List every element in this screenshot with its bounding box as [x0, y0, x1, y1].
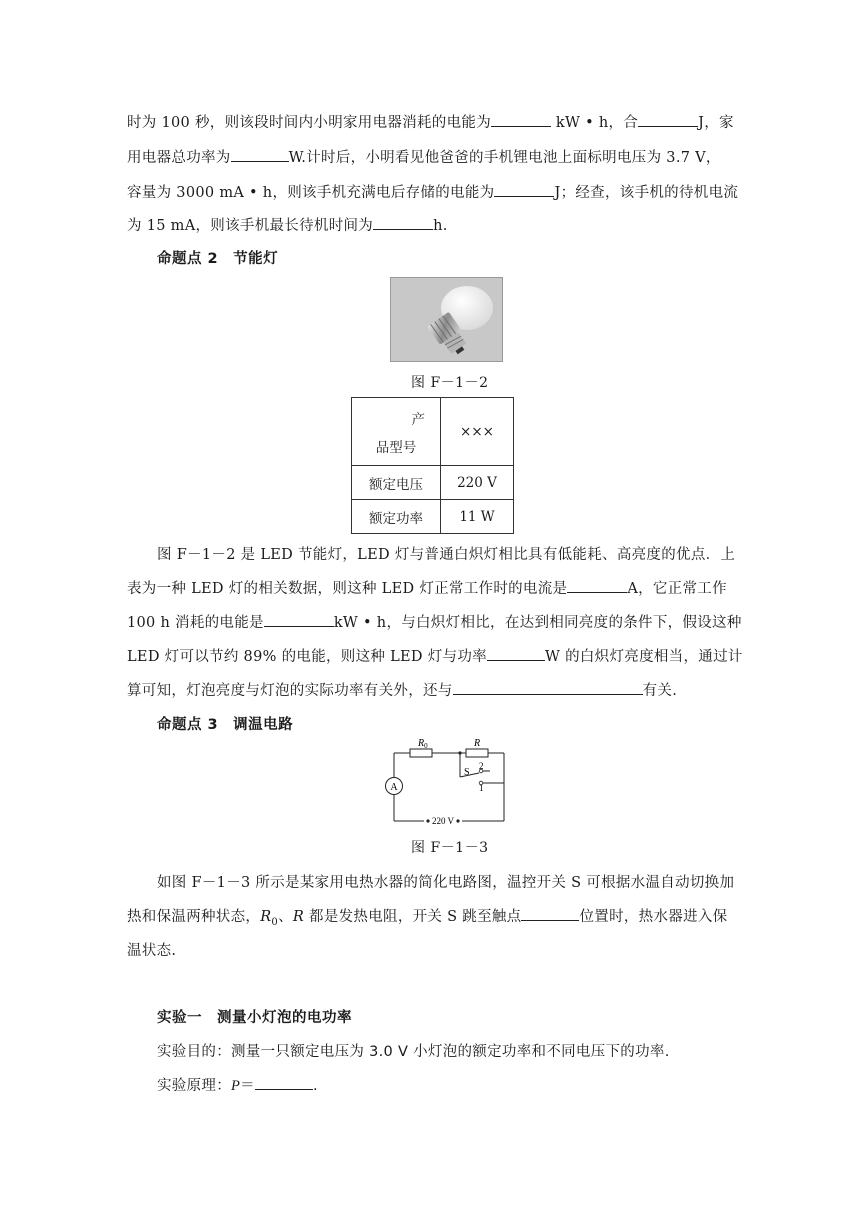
section-heading: 实验一 测量小灯泡的电功率: [157, 1010, 352, 1026]
text-span: 容量为 3000 mA • h，则该手机充满电后存储的电能为: [127, 185, 495, 201]
text-span: 表为一种 LED 灯的相关数据，则这种 LED 灯正常工作时的电流是: [127, 581, 568, 597]
text-span: J；经查，该手机的待机电流: [554, 185, 739, 201]
fill-blank[interactable]: [487, 648, 545, 661]
text-line: [127, 645, 743, 666]
text-line: [127, 939, 176, 960]
text-line: [127, 577, 727, 598]
fill-blank[interactable]: [521, 908, 579, 921]
table-row: [352, 500, 514, 534]
section-heading: 命题点 2 节能灯: [157, 251, 279, 267]
text-span: 用电器总功率为: [127, 150, 231, 166]
text-line: [127, 181, 738, 202]
cell-text: 品型号: [375, 439, 417, 456]
text-line: [157, 1074, 318, 1095]
table-cell: 11 W: [441, 500, 514, 534]
text-span: W.: [288, 150, 307, 166]
text-span: 有关.: [642, 683, 678, 699]
text-span: 算可知，灯泡亮度与灯泡的实际功率有关外，还与: [127, 683, 453, 699]
text-line: [157, 871, 734, 892]
text-line: [127, 146, 721, 167]
text-line: [127, 214, 448, 235]
ammeter-label: A: [390, 782, 398, 793]
fill-blank[interactable]: [453, 682, 643, 695]
contact-2-label: 2: [479, 761, 484, 771]
contact-1-label: 1: [479, 783, 484, 793]
table-row: [352, 398, 514, 466]
cell-text: 产: [411, 411, 425, 428]
fill-blank[interactable]: [264, 614, 334, 627]
led-bulb-image: [390, 277, 503, 362]
circuit-diagram: [380, 733, 515, 833]
table-row: [352, 466, 514, 500]
text-line: [127, 611, 742, 632]
fill-blank[interactable]: [231, 149, 289, 162]
text-line: [127, 111, 734, 132]
table-cell: 额定电压: [352, 466, 441, 500]
r0-label: $R_0$: [418, 738, 428, 750]
text-span: 温状态.: [127, 943, 177, 959]
text-span: ＝: [240, 1078, 255, 1094]
text-span: 0: [271, 916, 279, 928]
fill-blank[interactable]: [638, 114, 698, 127]
fill-blank[interactable]: [373, 217, 433, 230]
text-line: [157, 543, 735, 564]
table-cell: 额定功率: [352, 500, 441, 534]
text-span: 计时后，小明看见他爸爸的手机锂电池上面标明电压为 3.7 V，: [306, 150, 721, 166]
text-span: 时为 100 秒，则该段时间内小明家用电器消耗的电能为: [127, 115, 491, 131]
text-span: LED 灯可以节约 89% 的电能，则这种 LED 灯与功率: [127, 649, 487, 665]
fill-blank[interactable]: [567, 580, 627, 593]
text-span: 实验原理：: [157, 1078, 231, 1094]
table-cell: ×××: [441, 398, 514, 466]
text-line: [127, 905, 727, 928]
text-span: 位置时，热水器进入保: [579, 909, 728, 925]
text-line: 实验目的：测量一只额定电压为 3.0 V 小灯泡的额定功率和不同电压下的功率.: [157, 1044, 670, 1060]
text-span: W 的白炽灯亮度相当，通过计: [544, 649, 743, 665]
text-span: R: [260, 909, 272, 925]
spec-table: [351, 397, 514, 534]
section-heading: 命题点 3 调温电路: [157, 717, 294, 733]
text-span: 图 F－1－2 是 LED 节能灯，LED 灯与普通白炽灯相比具有低能耗、高亮度的优点．上: [157, 547, 736, 563]
fill-blank[interactable]: [494, 184, 554, 197]
text-span: 都是发热电阻，开关 S 跳至触点: [304, 909, 522, 925]
text-span: P: [231, 1078, 241, 1094]
text-span: J，家: [698, 115, 734, 131]
figure-caption: 图 F－1－3: [411, 840, 489, 856]
text-span: kW • h，合: [551, 115, 639, 131]
text-span: h.: [433, 218, 448, 234]
fill-blank[interactable]: [255, 1077, 313, 1090]
fill-blank[interactable]: [491, 114, 551, 127]
text-span: 为 15 mA，则该手机最长待机时间为: [127, 218, 374, 234]
table-cell: 220 V: [441, 466, 514, 500]
text-span: 如图 F－1－3 所示是某家用电热水器的简化电路图，温控开关 S 可根据水温自动切换加: [157, 875, 735, 891]
r-label: R: [474, 738, 481, 749]
table-cell: [352, 398, 441, 466]
voltage-label: 220 V: [431, 816, 455, 826]
text-span: 100 h 消耗的电能是: [127, 615, 264, 631]
text-span: A，它正常工作: [627, 581, 727, 597]
text-span: .: [312, 1078, 318, 1094]
text-span: R: [292, 909, 305, 925]
figure-caption: 图 F－1－2: [411, 375, 489, 391]
text-line: [127, 679, 677, 700]
text-span: 、: [278, 909, 293, 925]
text-span: kW • h，与白炽灯相比，在达到相同亮度的条件下，假设这种: [333, 615, 742, 631]
switch-label: S: [464, 767, 470, 778]
text-span: 热和保温两种状态，: [127, 909, 261, 925]
